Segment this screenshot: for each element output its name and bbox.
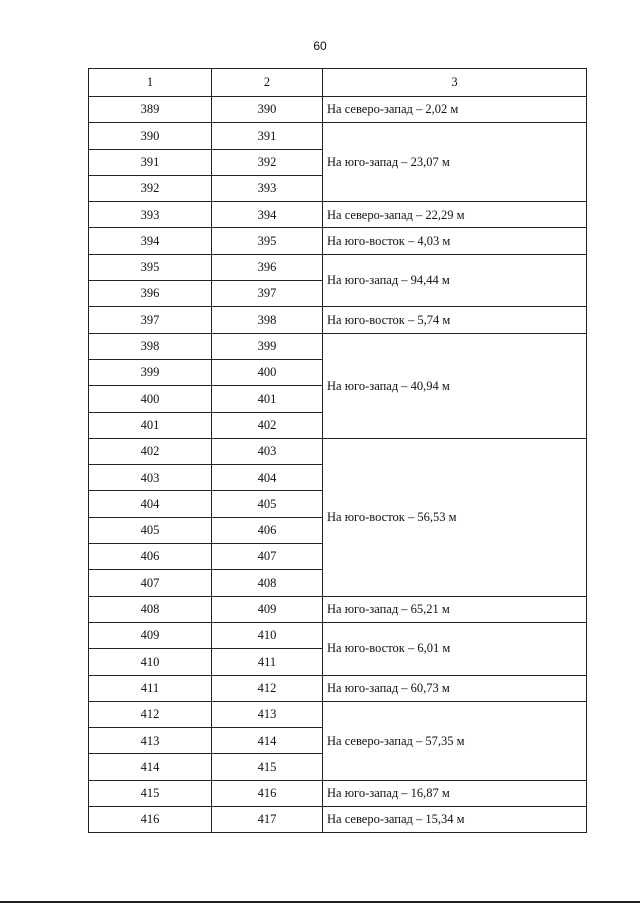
direction-distance-cell: На юго-восток – 5,74 м [323,307,587,333]
point-to-cell: 416 [212,780,323,806]
point-to-cell: 417 [212,807,323,833]
direction-distance-cell: На юго-запад – 23,07 м [323,123,587,202]
direction-distance-cell: На северо-запад – 2,02 м [323,97,587,123]
point-to-cell: 415 [212,754,323,780]
point-to-cell: 401 [212,386,323,412]
table-row [89,228,587,254]
point-to-cell: 398 [212,307,323,333]
direction-distance-cell: На северо-запад – 15,34 м [323,807,587,833]
point-from-cell: 396 [89,281,212,307]
direction-distance-cell: На юго-запад – 40,94 м [323,333,587,438]
column-header: 1 [89,69,212,97]
direction-distance-cell: На юго-запад – 94,44 м [323,254,587,307]
table-row [89,596,587,622]
table-row [89,97,587,123]
point-from-cell: 408 [89,596,212,622]
point-to-cell: 393 [212,175,323,201]
direction-distance-cell: На юго-восток – 4,03 м [323,228,587,254]
column-header: 2 [212,69,323,97]
point-to-cell: 412 [212,675,323,701]
point-from-cell: 412 [89,701,212,727]
point-from-cell: 403 [89,465,212,491]
point-from-cell: 410 [89,649,212,675]
point-from-cell: 413 [89,728,212,754]
point-from-cell: 406 [89,544,212,570]
table-header-row [89,69,587,97]
point-from-cell: 404 [89,491,212,517]
point-to-cell: 394 [212,202,323,228]
point-to-cell: 411 [212,649,323,675]
point-from-cell: 407 [89,570,212,596]
table-row [89,333,587,359]
point-from-cell: 389 [89,97,212,123]
point-from-cell: 400 [89,386,212,412]
table-row [89,438,587,464]
point-to-cell: 395 [212,228,323,254]
point-to-cell: 409 [212,596,323,622]
point-from-cell: 415 [89,780,212,806]
point-to-cell: 410 [212,622,323,648]
point-from-cell: 405 [89,517,212,543]
point-to-cell: 400 [212,359,323,385]
table-row [89,123,587,149]
page-bottom-rule [0,901,640,903]
point-to-cell: 405 [212,491,323,517]
point-from-cell: 393 [89,202,212,228]
point-to-cell: 397 [212,281,323,307]
boundary-table [88,68,587,833]
point-to-cell: 404 [212,465,323,491]
point-from-cell: 394 [89,228,212,254]
point-from-cell: 411 [89,675,212,701]
point-to-cell: 414 [212,728,323,754]
point-to-cell: 392 [212,149,323,175]
column-header: 3 [323,69,587,97]
point-to-cell: 408 [212,570,323,596]
direction-distance-cell: На юго-восток – 56,53 м [323,438,587,596]
table-row [89,807,587,833]
point-to-cell: 391 [212,123,323,149]
point-to-cell: 399 [212,333,323,359]
point-from-cell: 397 [89,307,212,333]
table-body [89,97,587,833]
page-number: 60 [313,39,327,53]
table-row [89,622,587,648]
table-row [89,675,587,701]
point-to-cell: 406 [212,517,323,543]
point-from-cell: 392 [89,175,212,201]
table-row [89,780,587,806]
point-to-cell: 396 [212,254,323,280]
table-row [89,701,587,727]
direction-distance-cell: На северо-запад – 57,35 м [323,701,587,780]
point-from-cell: 390 [89,123,212,149]
point-to-cell: 413 [212,701,323,727]
direction-distance-cell: На юго-запад – 65,21 м [323,596,587,622]
point-from-cell: 402 [89,438,212,464]
point-from-cell: 398 [89,333,212,359]
direction-distance-cell: На юго-запад – 60,73 м [323,675,587,701]
point-from-cell: 414 [89,754,212,780]
direction-distance-cell: На юго-восток – 6,01 м [323,622,587,675]
point-from-cell: 409 [89,622,212,648]
point-from-cell: 395 [89,254,212,280]
table-row [89,307,587,333]
point-to-cell: 402 [212,412,323,438]
point-to-cell: 403 [212,438,323,464]
direction-distance-cell: На юго-запад – 16,87 м [323,780,587,806]
direction-distance-cell: На северо-запад – 22,29 м [323,202,587,228]
point-from-cell: 399 [89,359,212,385]
point-from-cell: 391 [89,149,212,175]
table-row [89,202,587,228]
point-from-cell: 416 [89,807,212,833]
point-from-cell: 401 [89,412,212,438]
point-to-cell: 407 [212,544,323,570]
point-to-cell: 390 [212,97,323,123]
table-row [89,254,587,280]
